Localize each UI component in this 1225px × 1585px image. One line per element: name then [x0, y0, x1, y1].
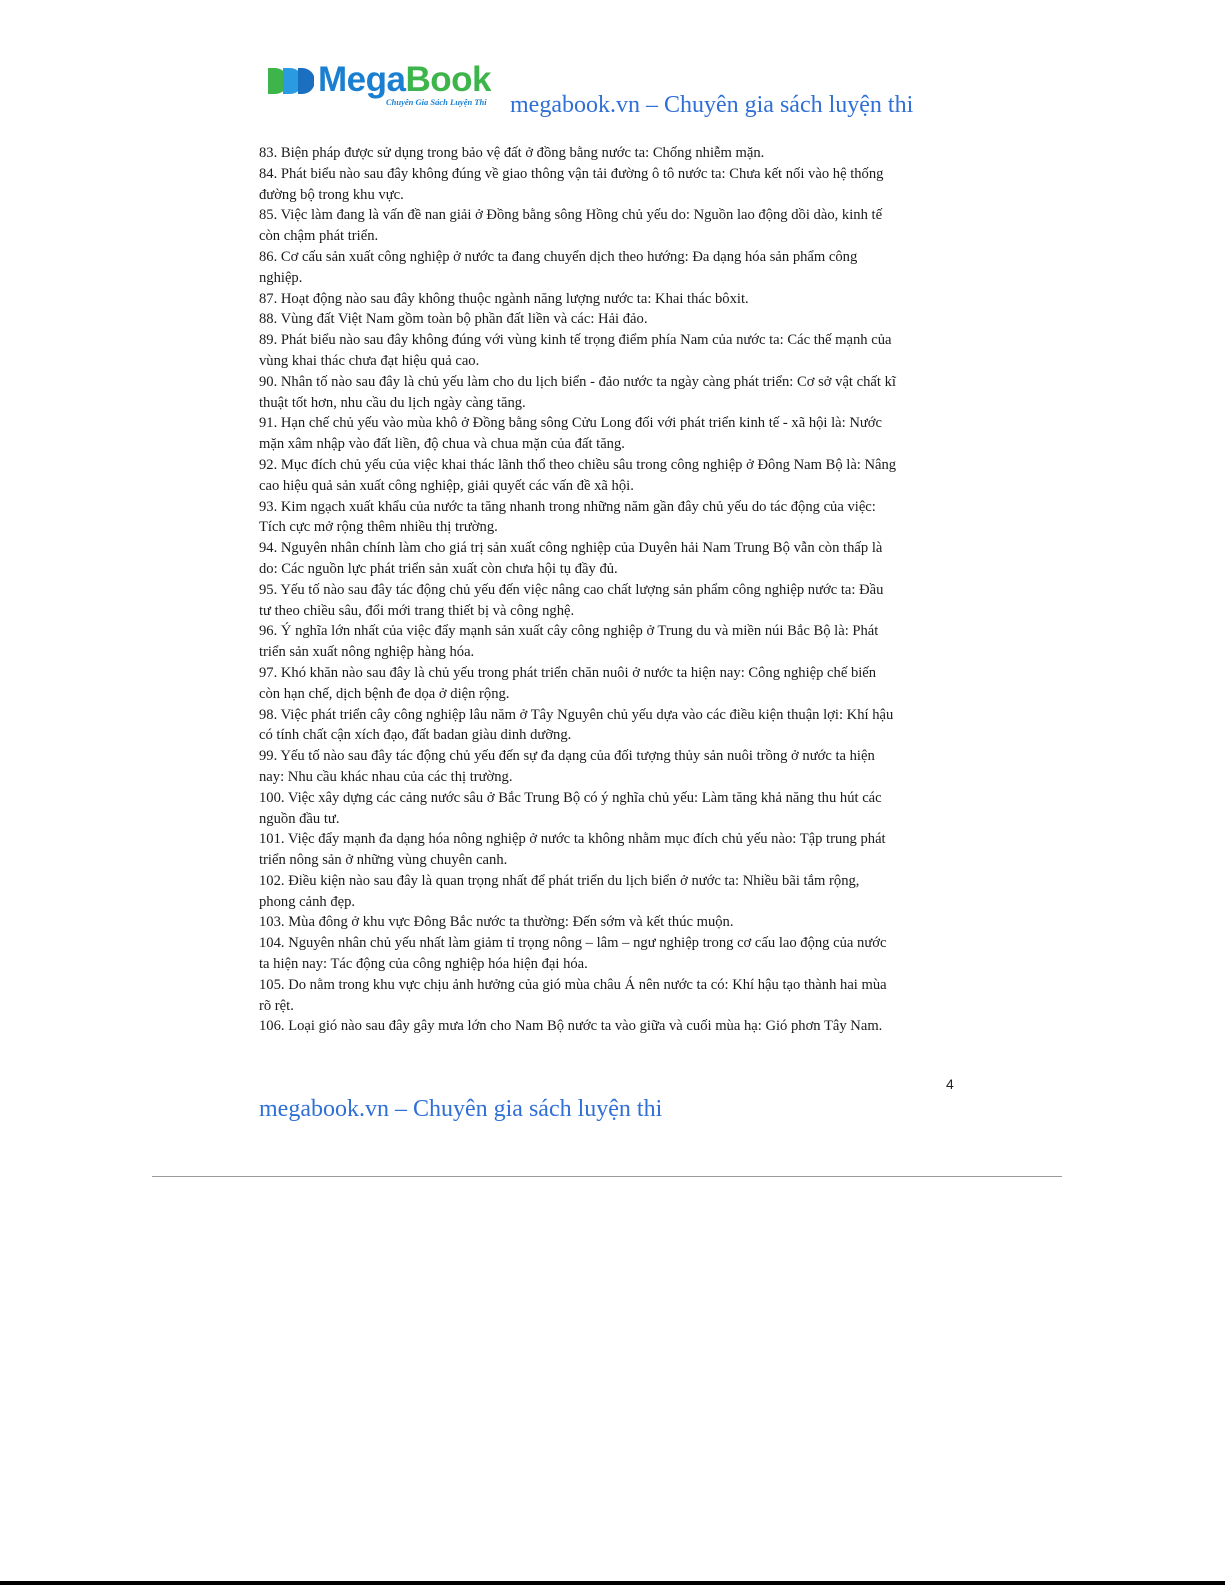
page-divider: [152, 1176, 1062, 1177]
list-item: 98. Việc phát triển cây công nghiệp lâu năm ở Tây Nguyên chủ yếu dựa vào các điều kiện thuận lợi: Khí hậu có tính chất cận xích đạo, đất badan giàu dinh dưỡng.: [259, 706, 894, 744]
list-item: 104. Nguyên nhân chủ yếu nhất làm giảm tỉ trọng nông – lâm – ngư nghiệp trong cơ cấu lao động của nước ta hiện nay: Tác động của công nghiệp hóa hiện đại hóa.: [259, 935, 887, 973]
logo-wordmark: [318, 58, 491, 102]
footer-tagline: megabook.vn – Chuyên gia sách luyện thi: [259, 1096, 663, 1122]
list-item: 100. Việc xây dựng các cảng nước sâu ở Bắc Trung Bộ có ý nghĩa chủ yếu: Làm tăng khả năng thu hút các nguồn đầu tư.: [259, 789, 882, 827]
list-item: 101. Việc đẩy mạnh đa dạng hóa nông nghiệp ở nước ta không nhằm mục đích chủ yếu nào: Tập trung phát triển nông sản ở những vùng chuyên canh.: [259, 831, 886, 869]
list-item: 92. Mục đích chủ yếu của việc khai thác lãnh thổ theo chiều sâu trong công nghiệp ở Đông Nam Bộ là: Nâng cao hiệu quả sản xuất công nghiệp, giải quyết các vấn đề xã hội.: [259, 456, 897, 494]
list-item: 99. Yếu tố nào sau đây tác động chủ yếu đến sự đa dạng của đối tượng thủy sản nuôi trồng ở nước ta hiện nay: Nhu cầu khác nhau của các thị trường.: [259, 748, 875, 785]
list-item: 105. Do nằm trong khu vực chịu ảnh hưởng của gió mùa châu Á nên nước ta có: Khí hậu tạo thành hai mùa rõ rệt.: [259, 976, 887, 1014]
list-item: 89. Phát biểu nào sau đây không đúng với vùng kinh tế trọng điểm phía Nam của nước ta: Các thế mạnh của vùng khai thác chưa đạt hiệu quả cao.: [259, 332, 892, 369]
list-item: 88. Vùng đất Việt Nam gồm toàn bộ phần đất liền và các: Hải đảo.: [259, 311, 648, 328]
list-item: 85. Việc làm đang là vấn đề nan giải ở Đồng bằng sông Hồng chủ yếu do: Nguồn lao động dồi dào, kinh tế còn chậm phát triển.: [259, 207, 883, 245]
logo-word-mega: Mega: [318, 60, 406, 99]
viewer-bottom-edge: [0, 1581, 1225, 1585]
list-item: 95. Yếu tố nào sau đây tác động chủ yếu đến việc nâng cao chất lượng sản phẩm công nghiệp nước ta: Đầu tư theo chiều sâu, đổi mới trang thiết bị và công nghệ.: [259, 581, 884, 619]
list-item: 84. Phát biểu nào sau đây không đúng về giao thông vận tải đường ô tô nước ta: Chưa kết nối vào hệ thống đường bộ trong khu vực.: [259, 165, 884, 203]
list-item: 87. Hoạt động nào sau đây không thuộc ngành năng lượng nước ta: Khai thác bôxit.: [259, 290, 749, 307]
megabook-logo: [268, 58, 508, 110]
list-item: 96. Ý nghĩa lớn nhất của việc đẩy mạnh sản xuất cây công nghiệp ở Trung du và miền núi Bắc Bộ là: Phát triển sản xuất nông nghiệp hàng hóa.: [259, 623, 879, 661]
list-item: 91. Hạn chế chủ yếu vào mùa khô ở Đồng bằng sông Cửu Long đối với phát triển kinh tế - xã hội là: Nước mặn xâm nhập vào đất liền, độ chua và chua mặn của đất tăng.: [259, 415, 883, 453]
list-item: 94. Nguyên nhân chính làm cho giá trị sản xuất công nghiệp của Duyên hải Nam Trung Bộ vẫn còn thấp là do: Các nguồn lực phát triển sản xuất còn chưa hội tụ đầy đủ.: [259, 540, 883, 577]
list-item: 97. Khó khăn nào sau đây là chủ yếu trong phát triển chăn nuôi ở nước ta hiện nay: Công nghiệp chế biến còn hạn chế, dịch bệnh đe dọa ở diện rộng.: [259, 664, 877, 702]
logo-tagline: Chuyên Gia Sách Luyện Thi: [386, 97, 487, 107]
list-item: 106. Loại gió nào sau đây gây mưa lớn cho Nam Bộ nước ta vào giữa và cuối mùa hạ: Gió phơn Tây Nam.: [259, 1018, 883, 1035]
logo-word-book: Book: [405, 60, 491, 99]
page-number: 4: [946, 1076, 954, 1092]
list-item: 86. Cơ cấu sản xuất công nghiệp ở nước ta đang chuyển dịch theo hướng: Đa dạng hóa sản phẩm công nghiệp.: [259, 248, 858, 286]
question-list: [259, 143, 899, 1037]
list-item: 102. Điều kiện nào sau đây là quan trọng nhất để phát triển du lịch biển ở nước ta: Nhiều bãi tắm rộng, phong cảnh đẹp.: [259, 872, 860, 910]
list-item: 90. Nhân tố nào sau đây là chủ yếu làm cho du lịch biển - đảo nước ta ngày càng phát triển: Cơ sở vật chất kĩ thuật tốt hơn, nhu cầu du lịch ngày càng tăng.: [259, 373, 896, 411]
header-tagline: megabook.vn – Chuyên gia sách luyện thi: [510, 92, 914, 118]
list-item: 93. Kim ngạch xuất khẩu của nước ta tăng nhanh trong những năm gần đây chủ yếu do tác động của việc: Tích cực mở rộng thêm nhiều thị trường.: [259, 498, 876, 536]
logo-bars-icon: [268, 66, 314, 96]
list-item: 103. Mùa đông ở khu vực Đông Bắc nước ta thường: Đến sớm và kết thúc muộn.: [259, 914, 734, 931]
list-item: 83. Biện pháp được sử dụng trong bảo vệ đất ở đồng bằng nước ta: Chống nhiễm mặn.: [259, 145, 765, 161]
